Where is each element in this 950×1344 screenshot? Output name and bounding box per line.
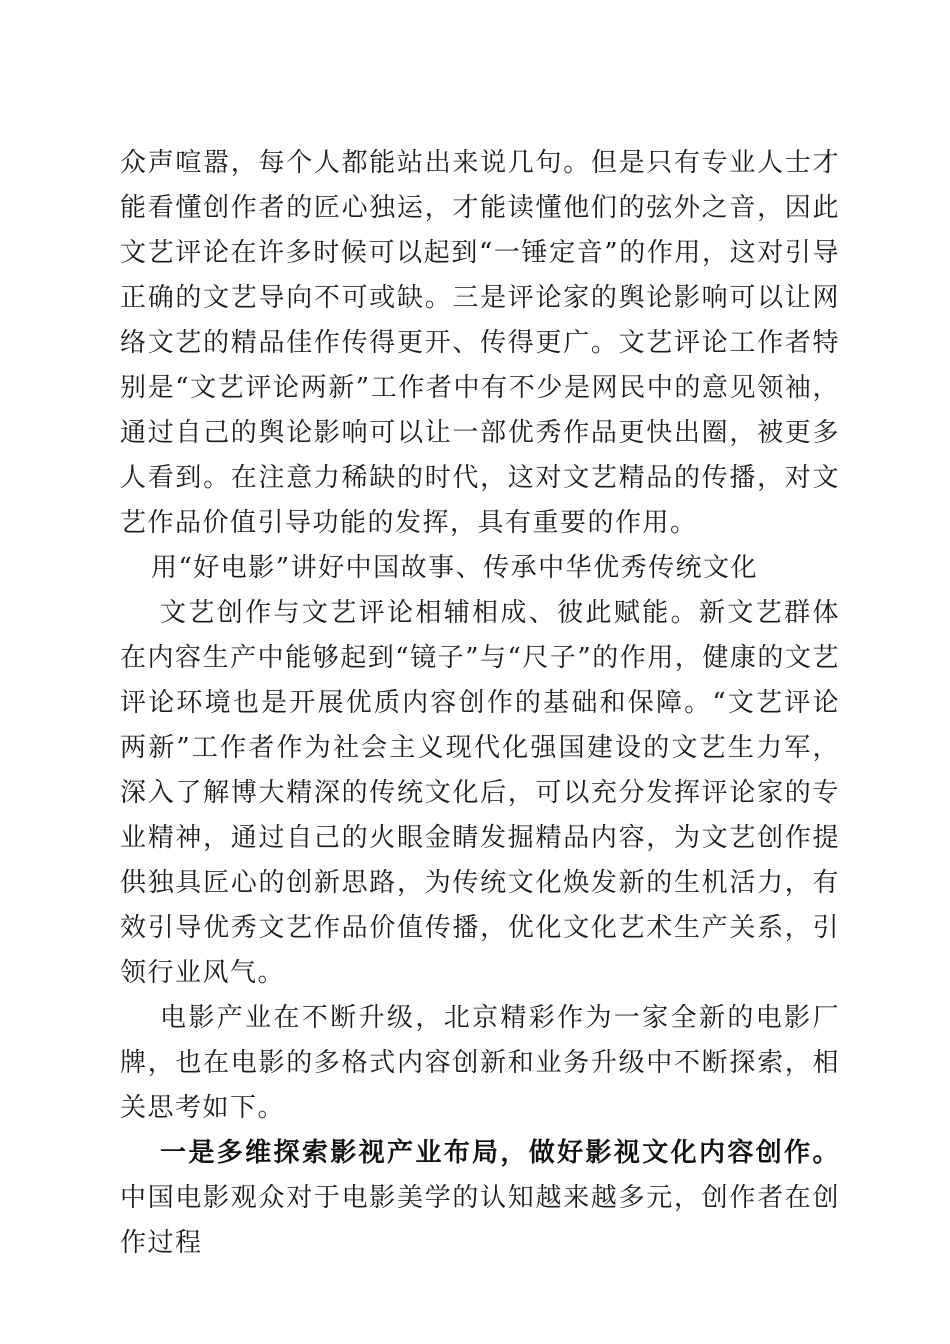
paragraph-film-industry: 电影产业在不断升级，北京精彩作为一家全新的电影厂牌，也在电影的多格式内容创新和业务升级中不断探索，相关思考如下。	[120, 1003, 840, 1123]
document-body	[120, 141, 840, 1266]
paragraph-criticism-influence: 众声喧嚣，每个人都能站出来说几句。但是只有专业人士才能看懂创作者的匠心独运，才能读懂他们的弦外之音，因此文艺评论在许多时候可以起到“一锤定音”的作用，这对引导正确的文艺导向不可或缺。三是评论家的舆论影响可以让网络文艺的精品佳作传得更开、传得更广。文艺评论工作者特别是“文艺评论两新”工作者中有不少是网民中的意见领袖，通过自己的舆论影响可以让一部优秀作品更快出圈，被更多人看到。在注意力稀缺的时代，这对文艺精品的传播，对文艺作品价值引导功能的发挥，具有重要的作用。	[120, 148, 840, 538]
section-heading: 用“好电影”讲好中国故事、传承中华优秀传统文化	[151, 553, 759, 583]
paragraph-creation-and-criticism: 文艺创作与文艺评论相辅相成、彼此赋能。新文艺群体在内容生产中能够起到“镜子”与“尺子”的作用，健康的文艺评论环境也是开展优质内容创作的基础和保障。“文艺评论两新”工作者作为社会主义现代化强国建设的文艺生力军，深入了解博大精深的传统文化后，可以充分发挥评论家的专业精神，通过自己的火眼金睛发掘精品内容，为文艺创作提供独具匠心的创新思路，为传统文化焕发新的生机活力，有效引导优秀文艺作品价值传播，优化文化艺术生产关系，引领行业风气。	[120, 598, 840, 988]
paragraph-first-point-text: 中国电影观众对于电影美学的认知越来越多元，创作者在创作过程	[120, 1183, 840, 1258]
paragraph-first-point	[120, 1131, 840, 1266]
paragraph-first-point-lead: 一是多维探索影视产业布局，做好影视文化内容创作。	[160, 1138, 840, 1168]
